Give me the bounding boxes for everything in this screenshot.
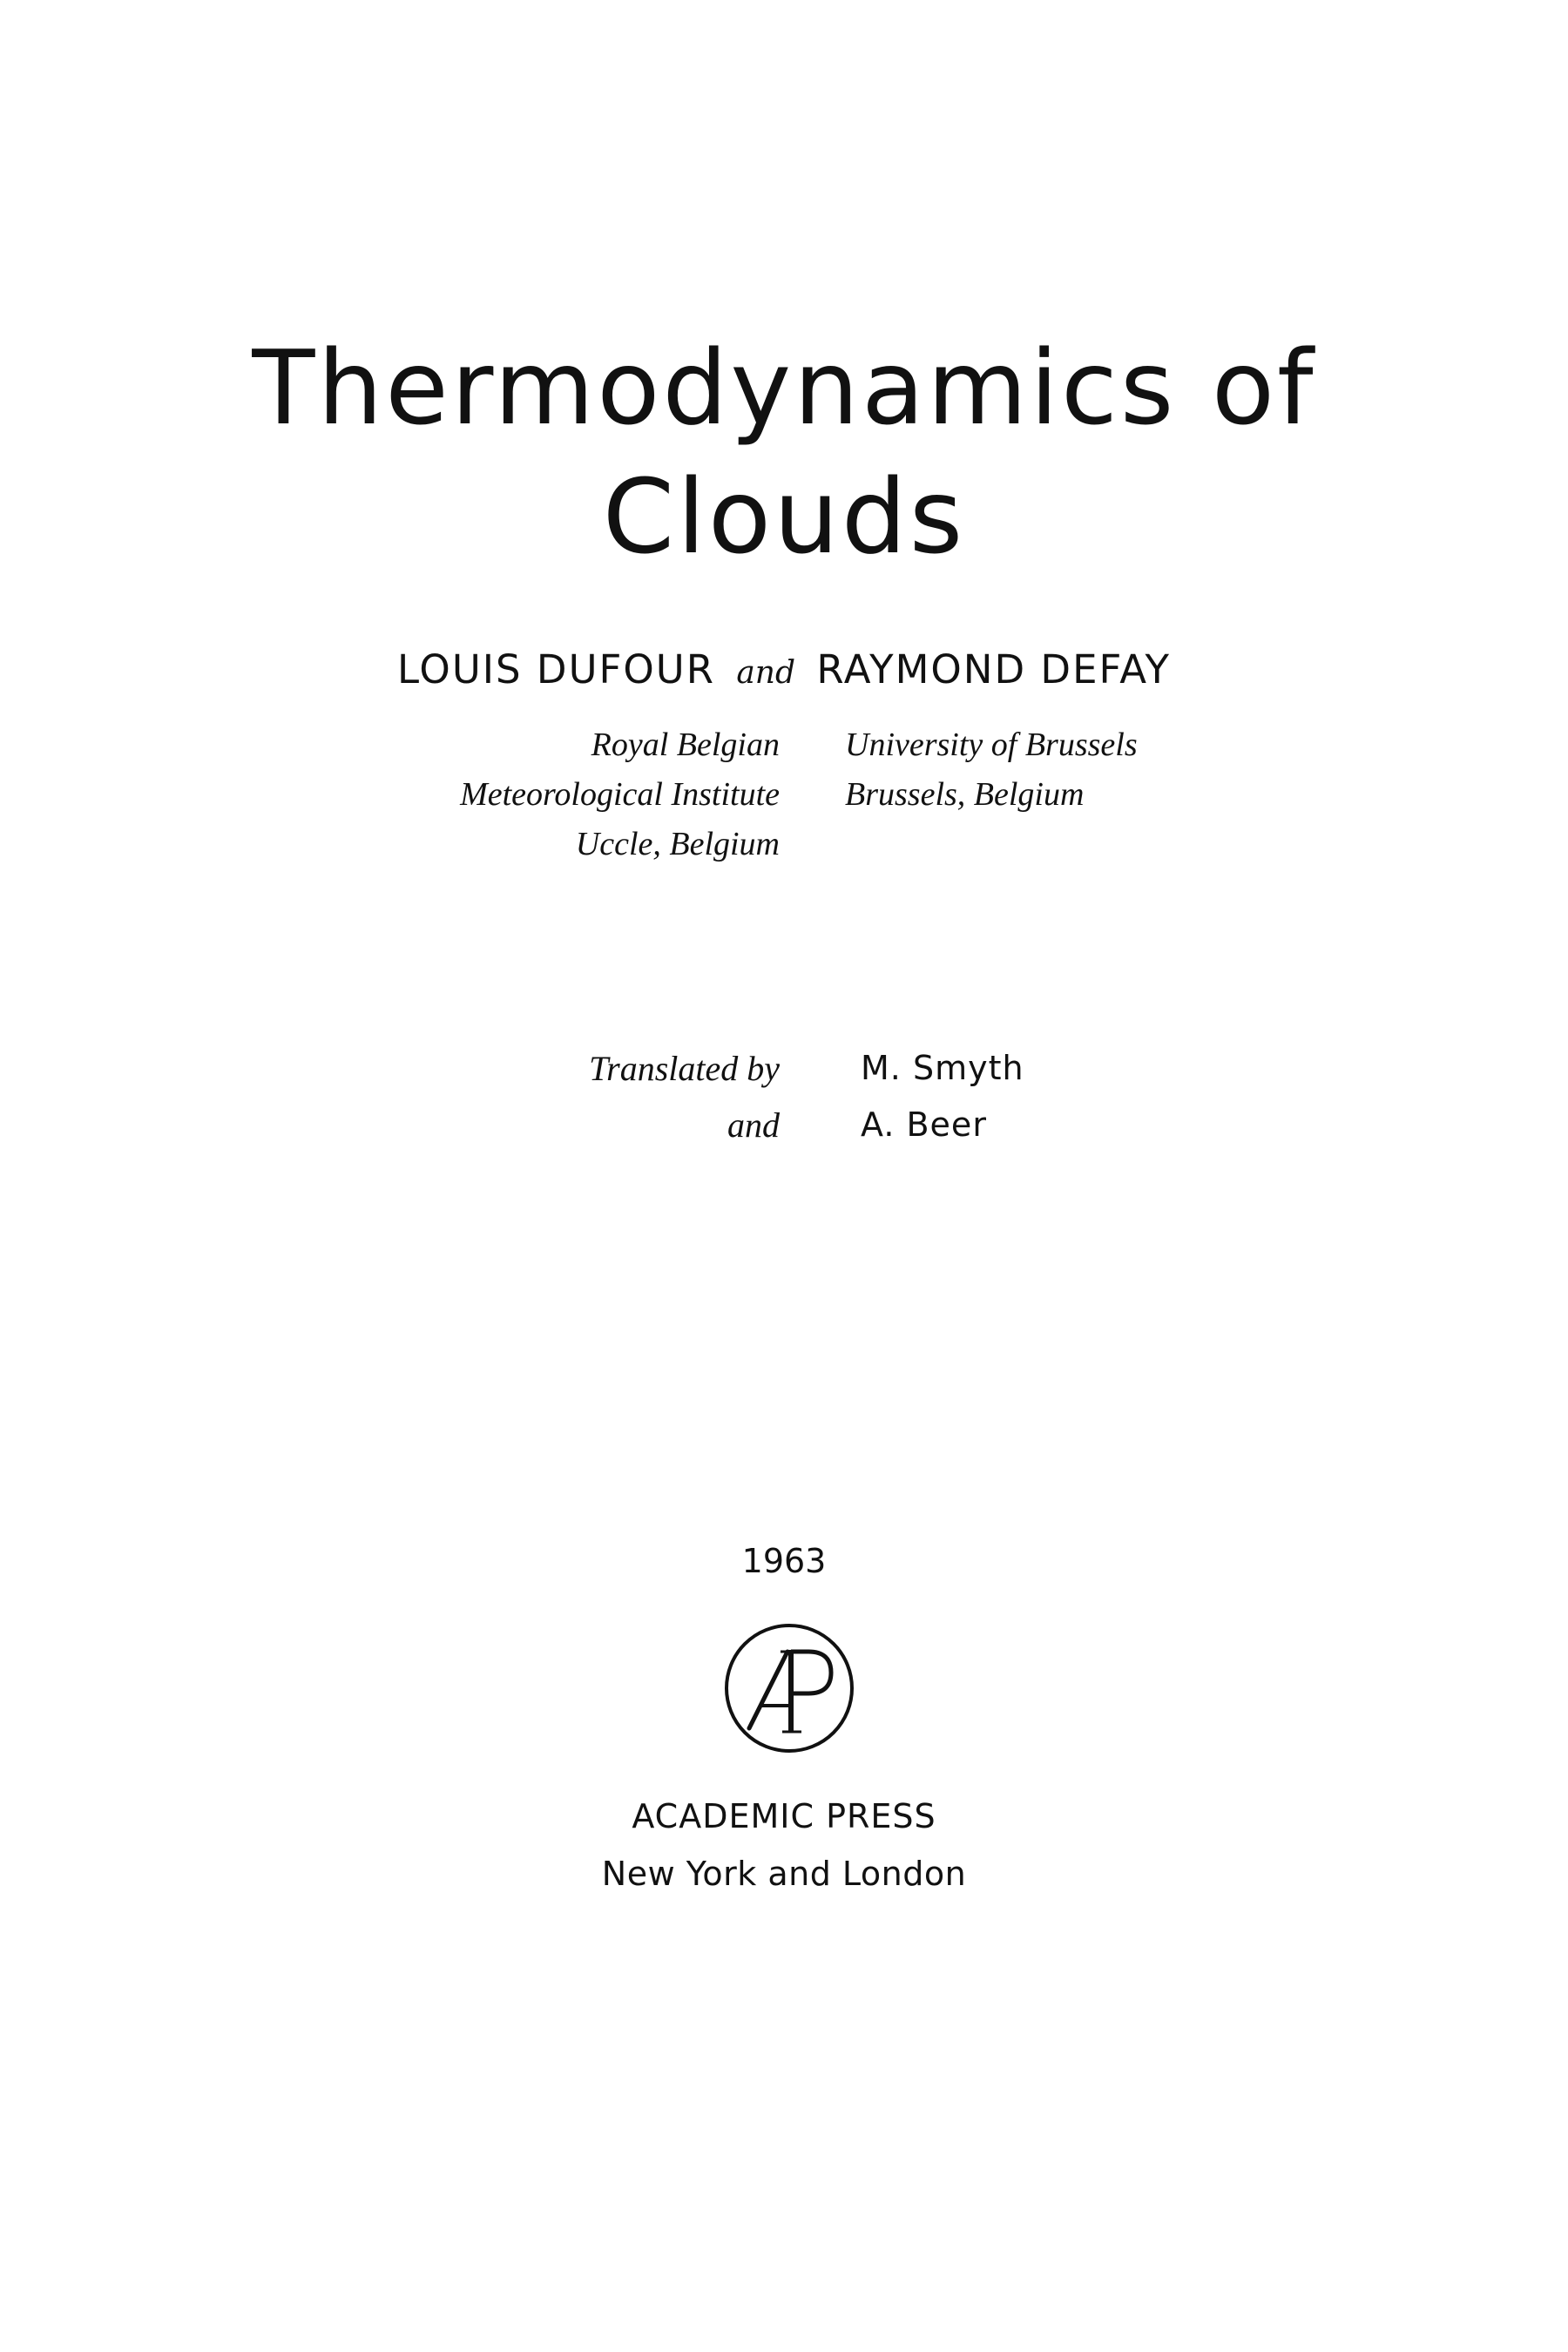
author-second: RAYMOND DEFAY [816,646,1172,693]
translator-second: A. Beer [861,1105,987,1144]
publisher-name: ACADEMIC PRESS [632,1797,936,1835]
affiliation-line: Meteorological Institute [460,776,780,813]
title-line-2: Clouds [602,456,966,577]
title-line-1: Thermodynamics of [252,328,1316,448]
publication-year: 1963 [741,1542,827,1580]
publisher-logo-icon [721,1620,857,1756]
affiliation-second [845,720,1138,820]
affiliation-line: Brussels, Belgium [845,776,1085,813]
author-first: LOUIS DUFOUR [396,646,716,693]
translators-conjunction: and [727,1105,780,1145]
affiliation-first [460,720,780,869]
translated-by-label: Translated by [589,1049,780,1088]
publisher-location: New York and London [601,1855,967,1893]
translator-first: M. Smyth [861,1049,1024,1087]
authors-conjunction: and [736,655,796,691]
affiliation-line: Royal Belgian [591,727,780,763]
affiliation-line: Uccle, Belgium [575,826,780,862]
authors-line [0,646,1568,693]
affiliation-line: University of Brussels [845,727,1138,763]
